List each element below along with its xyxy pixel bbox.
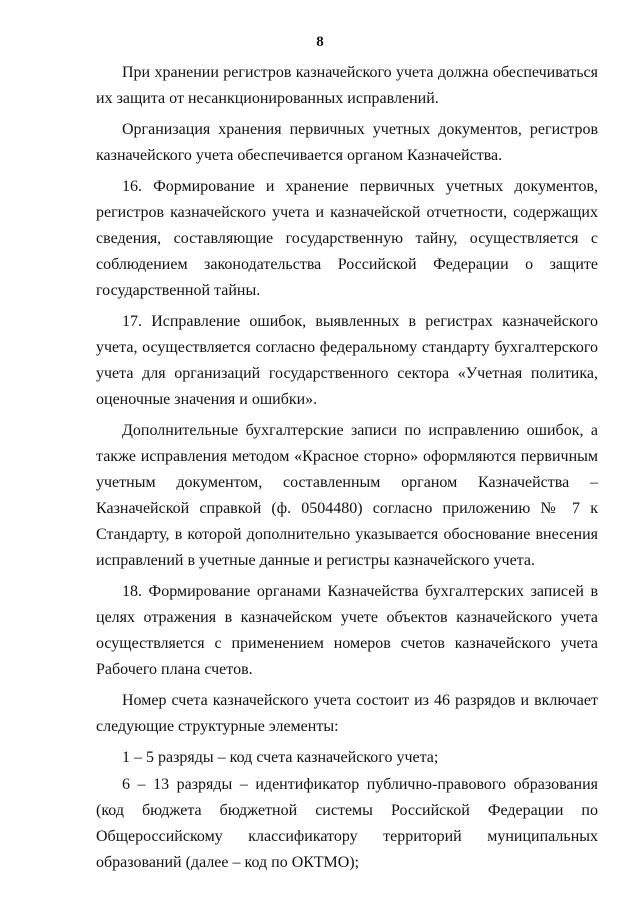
list-item-digits-1-5: 1 – 5 разряды – код счета казначейского учета; xyxy=(122,749,439,766)
paragraph-red-storno: Дополнительные бухгалтерские записи по исправлению ошибок, а также исправления методом «Красное сторно» оформляются первичным учетным документом, составленным органом Казначейства – Казначейской справкой (ф. 0504480) согласно приложению № 7 к Стандарту, в которой дополнительно указывается обоснование внесения исправлений в учетные данные и регистры казначейского учета. xyxy=(96,422,598,569)
document-body xyxy=(96,60,598,881)
list-item-digits-6-13: 6 – 13 разряды – идентификатор публично-правового образования (код бюджета бюджетной системы Российской Федерации по Общероссийскому классификатору территорий муниципальных образований (далее – код по ОКТМО); xyxy=(96,776,598,871)
paragraph-16-state-secret: 16. Формирование и хранение первичных учетных документов, регистров казначейского учета и казначейской отчетности, содержащих сведения, составляющие государственную тайну, осуществляется с соблюдением законодательства Российской Федерации о защите государственной тайны. xyxy=(96,178,598,299)
paragraph-17-error-correction: 17. Исправление ошибок, выявленных в регистрах казначейского учета, осуществляется согласно федеральному стандарту бухгалтерского учета для организаций государственного сектора «Учетная политика, оценочные значения и ошибки». xyxy=(96,313,598,408)
paragraph-account-number-structure: Номер счета казначейского учета состоит из 46 разрядов и включает следующие структурные элементы: xyxy=(96,692,598,735)
paragraph-register-protection: При хранении регистров казначейского учета должна обеспечиваться их защита от несанкционированных исправлений. xyxy=(96,64,598,107)
page-number: 8 xyxy=(316,34,324,50)
paragraph-18-accounting-entries: 18. Формирование органами Казначейства бухгалтерских записей в целях отражения в казначейском учете объектов казначейского учета осуществляется с применением номеров счетов казначейского учета Рабочего плана счетов. xyxy=(96,583,598,678)
paragraph-storage-organization: Организация хранения первичных учетных документов, регистров казначейского учета обеспечивается органом Казначейства. xyxy=(96,121,598,164)
